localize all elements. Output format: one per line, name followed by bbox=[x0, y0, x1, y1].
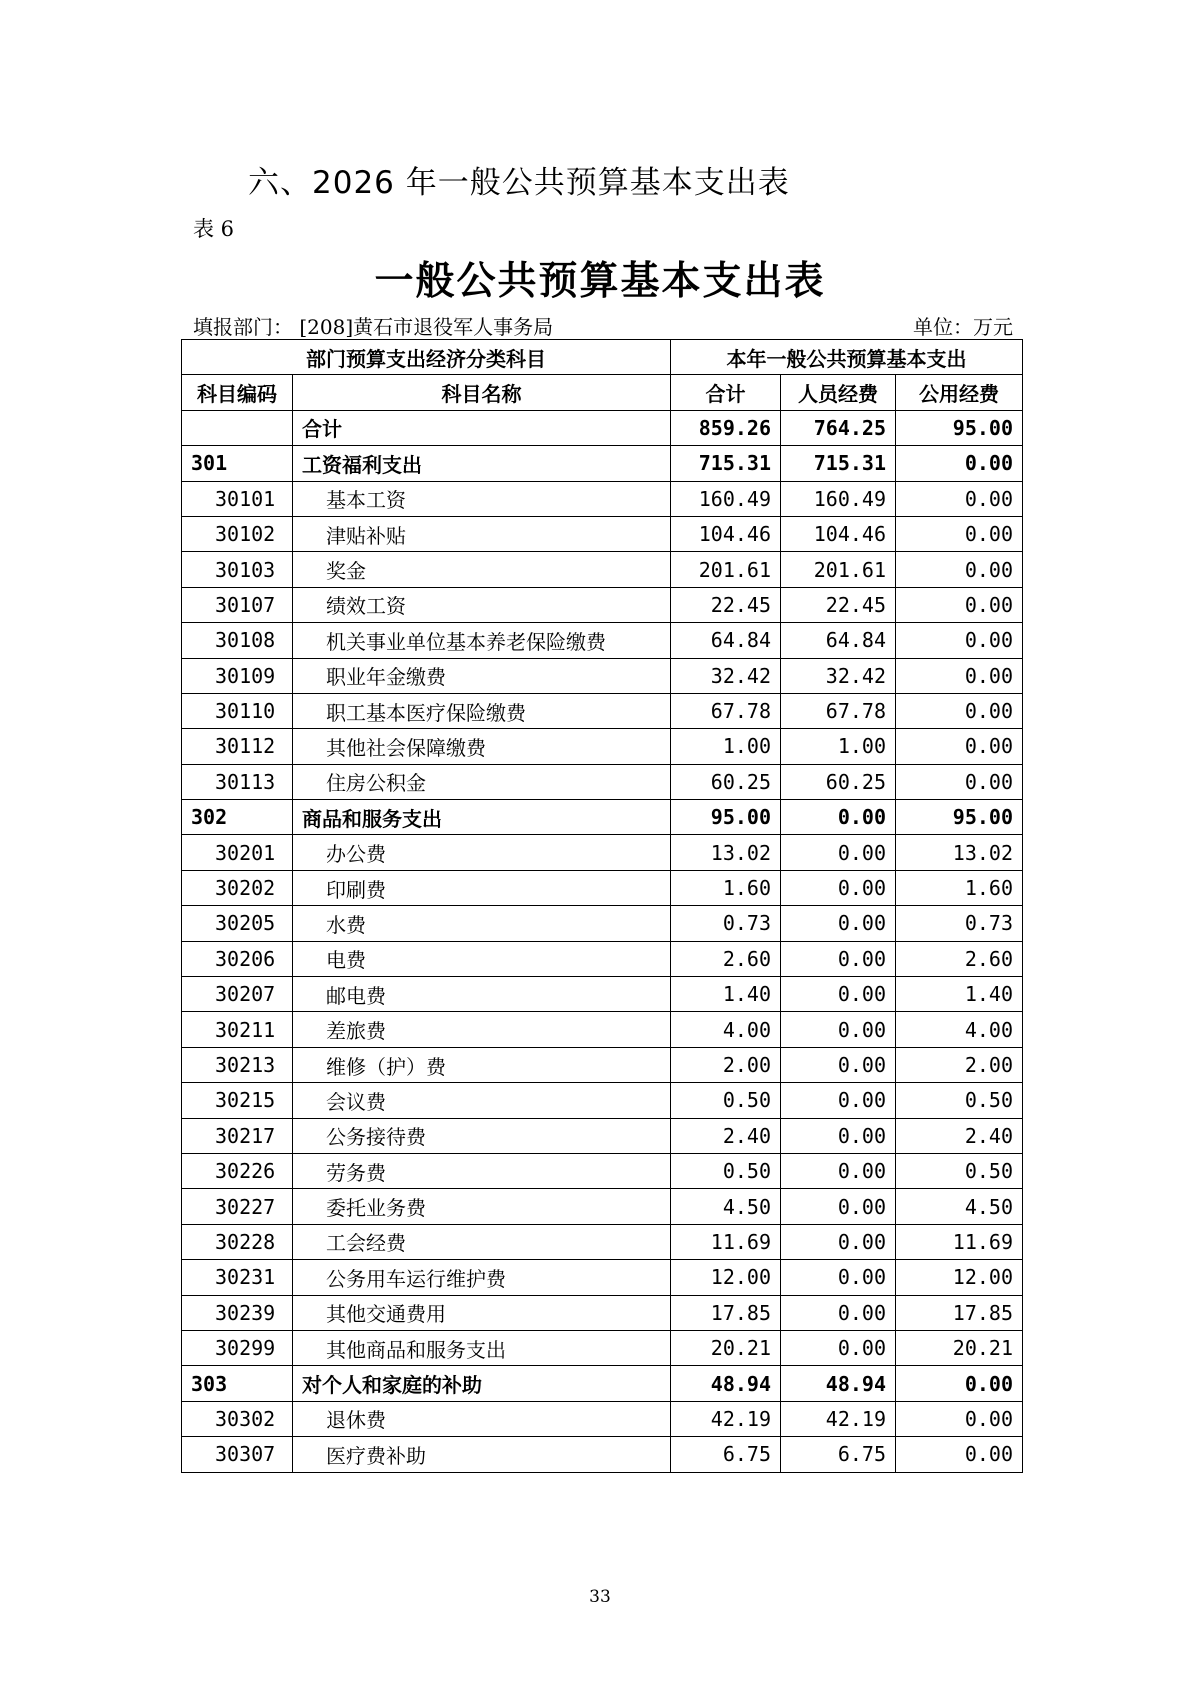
code-cell: 30226 bbox=[182, 1153, 293, 1188]
code-cell: 30101 bbox=[182, 481, 293, 516]
personnel-cell: 0.00 bbox=[781, 1189, 896, 1224]
table-meta-row bbox=[193, 311, 1013, 340]
name-cell: 医疗费补助 bbox=[293, 1437, 671, 1472]
public-cell: 20.21 bbox=[896, 1330, 1023, 1365]
table-row bbox=[182, 1153, 1023, 1188]
code-cell: 30112 bbox=[182, 729, 293, 764]
budget-table-body bbox=[182, 340, 1023, 1473]
total-cell: 0.73 bbox=[671, 906, 781, 941]
personnel-cell: 0.00 bbox=[781, 800, 896, 835]
personnel-column-header: 人员经费 bbox=[781, 375, 896, 410]
public-cell: 0.50 bbox=[896, 1153, 1023, 1188]
personnel-cell: 32.42 bbox=[781, 658, 896, 693]
table-title: 一般公共预算基本支出表 bbox=[374, 259, 826, 304]
code-cell: 30217 bbox=[182, 1118, 293, 1153]
personnel-cell: 1.00 bbox=[781, 729, 896, 764]
name-column-header: 科目名称 bbox=[293, 375, 671, 410]
code-cell bbox=[182, 410, 293, 445]
personnel-cell: 715.31 bbox=[781, 446, 896, 481]
name-cell: 对个人和家庭的补助 bbox=[293, 1366, 671, 1401]
public-cell: 0.50 bbox=[896, 1083, 1023, 1118]
total-row bbox=[182, 410, 1023, 445]
name-cell: 退休费 bbox=[293, 1401, 671, 1436]
code-cell: 30109 bbox=[182, 658, 293, 693]
code-cell: 30107 bbox=[182, 587, 293, 622]
name-cell: 绩效工资 bbox=[293, 587, 671, 622]
code-cell: 30103 bbox=[182, 552, 293, 587]
public-cell: 17.85 bbox=[896, 1295, 1023, 1330]
public-cell: 11.69 bbox=[896, 1224, 1023, 1259]
personnel-cell: 0.00 bbox=[781, 1224, 896, 1259]
table-row bbox=[182, 693, 1023, 728]
personnel-cell: 6.75 bbox=[781, 1437, 896, 1472]
total-cell: 12.00 bbox=[671, 1260, 781, 1295]
public-cell: 1.60 bbox=[896, 870, 1023, 905]
public-cell: 0.00 bbox=[896, 446, 1023, 481]
table-row bbox=[182, 835, 1023, 870]
code-cell: 30213 bbox=[182, 1047, 293, 1082]
name-cell: 津贴补贴 bbox=[293, 516, 671, 551]
total-cell: 42.19 bbox=[671, 1401, 781, 1436]
name-cell: 差旅费 bbox=[293, 1012, 671, 1047]
name-cell: 办公费 bbox=[293, 835, 671, 870]
total-cell: 201.61 bbox=[671, 552, 781, 587]
total-cell: 6.75 bbox=[671, 1437, 781, 1472]
name-cell: 电费 bbox=[293, 941, 671, 976]
table-row bbox=[182, 764, 1023, 799]
table-row bbox=[182, 1437, 1023, 1472]
group-header-row bbox=[182, 340, 1023, 375]
table-row bbox=[182, 1083, 1023, 1118]
public-cell: 0.73 bbox=[896, 906, 1023, 941]
public-cell: 0.00 bbox=[896, 623, 1023, 658]
code-cell: 30302 bbox=[182, 1401, 293, 1436]
table-row bbox=[182, 552, 1023, 587]
personnel-cell: 0.00 bbox=[781, 1153, 896, 1188]
code-cell: 30227 bbox=[182, 1189, 293, 1224]
code-column-header: 科目编码 bbox=[182, 375, 293, 410]
public-cell: 1.40 bbox=[896, 977, 1023, 1012]
table-row bbox=[182, 941, 1023, 976]
category-row bbox=[182, 446, 1023, 481]
public-cell: 13.02 bbox=[896, 835, 1023, 870]
expenditure-group-header: 本年一般公共预算基本支出 bbox=[671, 340, 1023, 375]
personnel-cell: 0.00 bbox=[781, 977, 896, 1012]
total-cell: 2.40 bbox=[671, 1118, 781, 1153]
public-cell: 4.00 bbox=[896, 1012, 1023, 1047]
personnel-cell: 0.00 bbox=[781, 1295, 896, 1330]
public-cell: 95.00 bbox=[896, 800, 1023, 835]
code-cell: 30201 bbox=[182, 835, 293, 870]
personnel-cell: 764.25 bbox=[781, 410, 896, 445]
total-column-header: 合计 bbox=[671, 375, 781, 410]
total-cell: 4.00 bbox=[671, 1012, 781, 1047]
code-cell: 30307 bbox=[182, 1437, 293, 1472]
table-row bbox=[182, 1012, 1023, 1047]
table-row bbox=[182, 977, 1023, 1012]
personnel-cell: 0.00 bbox=[781, 870, 896, 905]
personnel-cell: 104.46 bbox=[781, 516, 896, 551]
table-row bbox=[182, 1189, 1023, 1224]
personnel-cell: 0.00 bbox=[781, 1083, 896, 1118]
code-cell: 30211 bbox=[182, 1012, 293, 1047]
personnel-cell: 0.00 bbox=[781, 1330, 896, 1365]
classification-group-header: 部门预算支出经济分类科目 bbox=[182, 340, 671, 375]
public-cell: 0.00 bbox=[896, 587, 1023, 622]
personnel-cell: 22.45 bbox=[781, 587, 896, 622]
total-cell: 104.46 bbox=[671, 516, 781, 551]
public-cell: 0.00 bbox=[896, 1437, 1023, 1472]
name-cell: 劳务费 bbox=[293, 1153, 671, 1188]
code-cell: 30108 bbox=[182, 623, 293, 658]
total-cell: 95.00 bbox=[671, 800, 781, 835]
code-cell: 30215 bbox=[182, 1083, 293, 1118]
name-cell: 其他交通费用 bbox=[293, 1295, 671, 1330]
code-cell: 302 bbox=[182, 800, 293, 835]
public-cell: 2.60 bbox=[896, 941, 1023, 976]
code-cell: 30205 bbox=[182, 906, 293, 941]
table-row bbox=[182, 1224, 1023, 1259]
table-number: 表 6 bbox=[193, 217, 235, 241]
public-cell: 0.00 bbox=[896, 1401, 1023, 1436]
code-cell: 30207 bbox=[182, 977, 293, 1012]
total-cell: 48.94 bbox=[671, 1366, 781, 1401]
name-cell: 职业年金缴费 bbox=[293, 658, 671, 693]
public-cell: 4.50 bbox=[896, 1189, 1023, 1224]
name-cell: 工会经费 bbox=[293, 1224, 671, 1259]
table-row bbox=[182, 1330, 1023, 1365]
total-cell: 67.78 bbox=[671, 693, 781, 728]
total-cell: 859.26 bbox=[671, 410, 781, 445]
table-row bbox=[182, 658, 1023, 693]
total-cell: 1.00 bbox=[671, 729, 781, 764]
table-row bbox=[182, 587, 1023, 622]
column-header-row bbox=[182, 375, 1023, 410]
personnel-cell: 64.84 bbox=[781, 623, 896, 658]
code-cell: 30206 bbox=[182, 941, 293, 976]
department-name: [208]黄石市退役军人事务局 bbox=[299, 315, 554, 339]
name-cell: 印刷费 bbox=[293, 870, 671, 905]
name-cell: 奖金 bbox=[293, 552, 671, 587]
name-cell: 合计 bbox=[293, 410, 671, 445]
department-label: 填报部门： bbox=[193, 315, 293, 339]
public-cell: 0.00 bbox=[896, 764, 1023, 799]
personnel-cell: 201.61 bbox=[781, 552, 896, 587]
total-cell: 32.42 bbox=[671, 658, 781, 693]
public-cell: 0.00 bbox=[896, 658, 1023, 693]
personnel-cell: 160.49 bbox=[781, 481, 896, 516]
code-cell: 30231 bbox=[182, 1260, 293, 1295]
personnel-cell: 0.00 bbox=[781, 835, 896, 870]
code-cell: 30113 bbox=[182, 764, 293, 799]
public-cell: 0.00 bbox=[896, 729, 1023, 764]
department-info bbox=[193, 311, 553, 340]
total-cell: 1.60 bbox=[671, 870, 781, 905]
table-row bbox=[182, 1118, 1023, 1153]
code-cell: 30239 bbox=[182, 1295, 293, 1330]
name-cell: 委托业务费 bbox=[293, 1189, 671, 1224]
category-row bbox=[182, 800, 1023, 835]
table-row bbox=[182, 870, 1023, 905]
total-cell: 20.21 bbox=[671, 1330, 781, 1365]
code-cell: 30110 bbox=[182, 693, 293, 728]
total-cell: 160.49 bbox=[671, 481, 781, 516]
name-cell: 公务接待费 bbox=[293, 1118, 671, 1153]
name-cell: 水费 bbox=[293, 906, 671, 941]
page-number: 33 bbox=[589, 1587, 611, 1607]
name-cell: 工资福利支出 bbox=[293, 446, 671, 481]
public-cell: 2.40 bbox=[896, 1118, 1023, 1153]
total-cell: 22.45 bbox=[671, 587, 781, 622]
public-cell: 0.00 bbox=[896, 1366, 1023, 1401]
name-cell: 机关事业单位基本养老保险缴费 bbox=[293, 623, 671, 658]
total-cell: 11.69 bbox=[671, 1224, 781, 1259]
public-cell: 2.00 bbox=[896, 1047, 1023, 1082]
total-cell: 60.25 bbox=[671, 764, 781, 799]
table-row bbox=[182, 1401, 1023, 1436]
name-cell: 其他商品和服务支出 bbox=[293, 1330, 671, 1365]
total-cell: 715.31 bbox=[671, 446, 781, 481]
total-cell: 0.50 bbox=[671, 1083, 781, 1118]
unit-label: 单位：万元 bbox=[913, 315, 1013, 339]
table-row bbox=[182, 1295, 1023, 1330]
total-cell: 0.50 bbox=[671, 1153, 781, 1188]
name-cell: 邮电费 bbox=[293, 977, 671, 1012]
name-cell: 会议费 bbox=[293, 1083, 671, 1118]
name-cell: 商品和服务支出 bbox=[293, 800, 671, 835]
name-cell: 公务用车运行维护费 bbox=[293, 1260, 671, 1295]
category-row bbox=[182, 1366, 1023, 1401]
total-cell: 4.50 bbox=[671, 1189, 781, 1224]
total-cell: 64.84 bbox=[671, 623, 781, 658]
code-cell: 30202 bbox=[182, 870, 293, 905]
budget-table bbox=[181, 339, 1023, 1473]
table-row bbox=[182, 1047, 1023, 1082]
total-cell: 13.02 bbox=[671, 835, 781, 870]
personnel-cell: 0.00 bbox=[781, 1260, 896, 1295]
code-cell: 30102 bbox=[182, 516, 293, 551]
personnel-cell: 67.78 bbox=[781, 693, 896, 728]
personnel-cell: 0.00 bbox=[781, 1012, 896, 1047]
total-cell: 17.85 bbox=[671, 1295, 781, 1330]
public-cell: 0.00 bbox=[896, 516, 1023, 551]
name-cell: 其他社会保障缴费 bbox=[293, 729, 671, 764]
personnel-cell: 42.19 bbox=[781, 1401, 896, 1436]
public-cell: 0.00 bbox=[896, 552, 1023, 587]
table-row bbox=[182, 906, 1023, 941]
name-cell: 职工基本医疗保险缴费 bbox=[293, 693, 671, 728]
table-row bbox=[182, 481, 1023, 516]
code-cell: 301 bbox=[182, 446, 293, 481]
section-heading: 六、2026 年一般公共预算基本支出表 bbox=[248, 165, 790, 201]
public-cell: 0.00 bbox=[896, 481, 1023, 516]
table-row bbox=[182, 729, 1023, 764]
total-cell: 2.00 bbox=[671, 1047, 781, 1082]
personnel-cell: 60.25 bbox=[781, 764, 896, 799]
total-cell: 1.40 bbox=[671, 977, 781, 1012]
code-cell: 303 bbox=[182, 1366, 293, 1401]
table-row bbox=[182, 623, 1023, 658]
personnel-cell: 0.00 bbox=[781, 1118, 896, 1153]
table-row bbox=[182, 516, 1023, 551]
name-cell: 住房公积金 bbox=[293, 764, 671, 799]
public-cell: 95.00 bbox=[896, 410, 1023, 445]
name-cell: 基本工资 bbox=[293, 481, 671, 516]
personnel-cell: 48.94 bbox=[781, 1366, 896, 1401]
name-cell: 维修（护）费 bbox=[293, 1047, 671, 1082]
public-cell: 12.00 bbox=[896, 1260, 1023, 1295]
code-cell: 30228 bbox=[182, 1224, 293, 1259]
public-column-header: 公用经费 bbox=[896, 375, 1023, 410]
public-cell: 0.00 bbox=[896, 693, 1023, 728]
table-row bbox=[182, 1260, 1023, 1295]
personnel-cell: 0.00 bbox=[781, 941, 896, 976]
total-cell: 2.60 bbox=[671, 941, 781, 976]
personnel-cell: 0.00 bbox=[781, 906, 896, 941]
personnel-cell: 0.00 bbox=[781, 1047, 896, 1082]
code-cell: 30299 bbox=[182, 1330, 293, 1365]
